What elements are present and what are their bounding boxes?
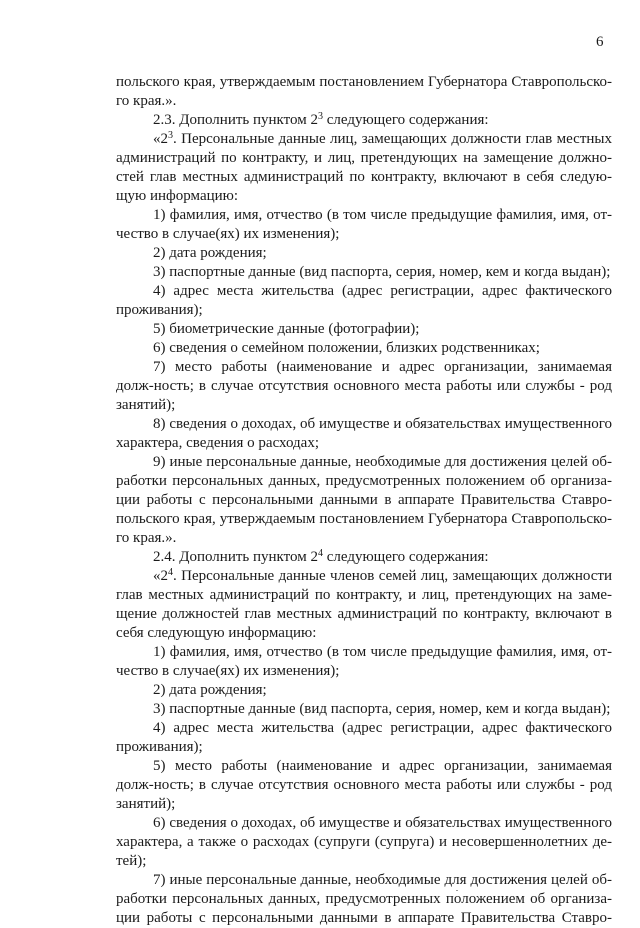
paragraph-17: 3) паспортные данные (вид паспорта, серия, номер, кем и когда выдан);	[153, 701, 611, 717]
paragraph-3	[116, 130, 612, 206]
paragraph-text: «2	[153, 131, 168, 147]
paragraph-text: «2	[153, 568, 168, 584]
paragraph-5: 2) дата рождения;	[153, 245, 267, 261]
paragraph-text: 2.4. Дополнить пунктом 2	[153, 549, 318, 565]
document-body	[116, 73, 612, 928]
paragraph-text: следующего содержания:	[322, 112, 489, 128]
superscript: 3	[168, 130, 173, 141]
paragraph-9: 6) сведения о семейном положении, близких родственниках;	[153, 340, 540, 356]
paragraph-16: 2) дата рождения;	[153, 682, 267, 698]
paragraph-text: 2.3. Дополнить пунктом 2	[153, 112, 318, 128]
paragraph-20: 6) сведения о доходах, об имуществе и обязательствах имущественного характера, а также о расходах (супруги (супруга) и несовершеннолетних де-тей);	[116, 815, 612, 869]
paragraph-4: 1) фамилия, имя, отчество (в том числе предыдущие фамилия, имя, от-чество в случае(ях) их изменения);	[116, 207, 612, 242]
paragraph-2	[116, 111, 612, 130]
paragraph-13	[116, 548, 612, 567]
paragraph-18: 4) адрес места жительства (адрес регистрации, адрес фактического проживания);	[116, 720, 612, 755]
paragraph-11: 8) сведения о доходах, об имуществе и обязательствах имущественного характера, сведения о расходах;	[116, 416, 612, 451]
page-number: 6	[596, 34, 604, 50]
superscript: 3	[317, 111, 323, 122]
paragraph-10: 7) место работы (наименование и адрес организации, занимаемая долж-ность; в случае отсутствия основного места работы или службы - род занятий);	[116, 359, 612, 413]
paragraph-1: польского края, утверждаемым постановлением Губернатора Ставропольско-го края.».	[116, 74, 612, 109]
paragraph-21: 7) иные персональные данные, необходимые для достижения целей об-работки персональных данных, предусмотренных положением об организа-ции работы с персональными данными в аппарате Правительства Ставро-	[116, 872, 612, 926]
paragraph-7: 4) адрес места жительства (адрес регистрации, адрес фактического проживания);	[116, 283, 612, 318]
paragraph-6: 3) паспортные данные (вид паспорта, серия, номер, кем и когда выдан);	[153, 264, 611, 280]
paragraph-text: . Персональные данные лиц, замещающих должности глав местных администраций по контракту, и лиц, претендующих на замещение должно-стей глав местных администраций по контракту, включают в себя следую-щую информацию:	[116, 131, 612, 204]
paragraph-text: . Персональные данные членов семей лиц, замещающих должности глав местных администраций по контракту, и лиц, претендующих на заме-щение должностей глав местных администраций по контракту, включают в себя следующую информацию:	[116, 568, 612, 641]
scan-artifact	[456, 890, 458, 891]
paragraph-8: 5) биометрические данные (фотографии);	[153, 321, 420, 337]
paragraph-text: следующего содержания:	[322, 549, 489, 565]
paragraph-14	[116, 567, 612, 643]
paragraph-12: 9) иные персональные данные, необходимые для достижения целей об-работки персональных данных, предусмотренных положением об организа-ции работы с персональными данными в аппарате Правительства Ставро-польского края, утверждаемым постановлением Губернатора Ставропольско-го края.».	[116, 454, 612, 546]
superscript: 4	[168, 567, 173, 578]
paragraph-19: 5) место работы (наименование и адрес организации, занимаемая долж-ность; в случае отсутствия основного места работы или службы - род занятий);	[116, 758, 612, 812]
superscript: 4	[317, 548, 323, 559]
paragraph-15: 1) фамилия, имя, отчество (в том числе предыдущие фамилия, имя, от-чество в случае(ях) их изменения);	[116, 644, 612, 679]
